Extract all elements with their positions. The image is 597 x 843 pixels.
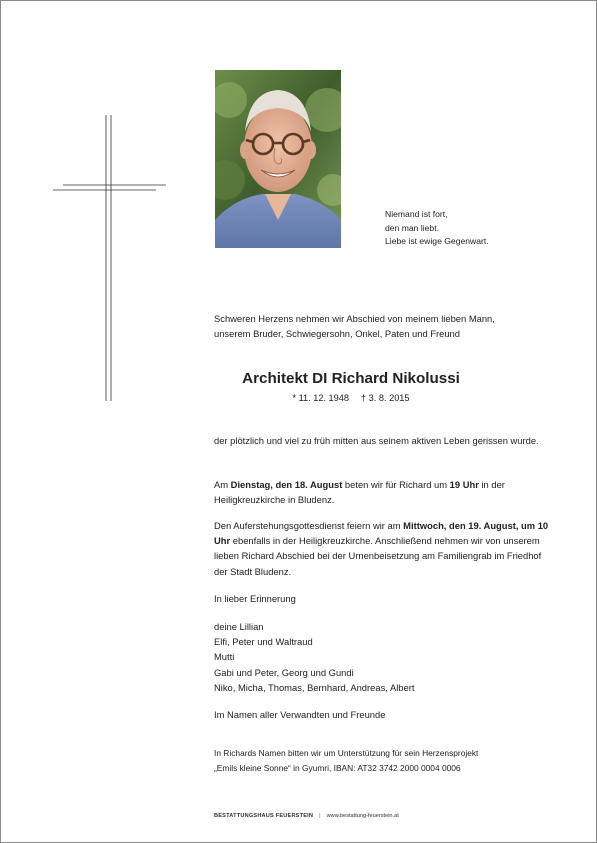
quote [385, 208, 489, 249]
donation-text [214, 746, 554, 776]
list-item: Elfi, Peter und Waltraud [214, 636, 313, 648]
prayer-time: 19 Uhr [449, 479, 479, 490]
list-item: Gabi und Peter, Georg und Gundi [214, 666, 354, 678]
passing-text: der plötzlich und viel zu früh mitten aus seinem aktiven Leben gerissen wurde. [214, 435, 539, 446]
footer [214, 813, 399, 819]
deceased-name: Architekt DI Richard Nikolussi [242, 370, 460, 387]
intro-line: Schweren Herzens nehmen wir Abschied von meinem lieben Mann, [214, 313, 495, 324]
list-item: Niko, Micha, Thomas, Bernhard, Andreas, Albert [214, 681, 415, 693]
birth-date: * 11. 12. 1948 [292, 393, 349, 403]
footer-separator: | [319, 813, 321, 819]
quote-line: den man liebt. [385, 222, 439, 233]
mourners-list [214, 619, 554, 695]
list-item: Mutti [214, 651, 235, 663]
relatives-text: Im Namen aller Verwandten und Freunde [214, 709, 386, 720]
donation-line: In Richards Namen bitten wir um Unterstützung für sein Herzensprojekt [214, 748, 479, 758]
intro-text [214, 311, 554, 341]
prayer-text: Am Dienstag, den 18. August beten wir für Richard um 19 Uhr in der Heiligkreuzkirche in Bludenz. [214, 479, 505, 506]
list-item: deine Lillian [214, 621, 264, 632]
intro-line: unserem Bruder, Schwiegersohn, Onkel, Paten und Freund [214, 328, 460, 340]
prayer-date: Dienstag, den 18. August [230, 479, 343, 490]
quote-line: Niemand ist fort, [385, 209, 448, 219]
donation-line: „Emils kleine Sonne“ in Gyumri, IBAN: AT32 3742 2000 0004 0006 [214, 763, 461, 773]
website-link[interactable]: www.bestattung-feuerstein.at [326, 813, 399, 819]
death-date: † 3. 8. 2015 [361, 393, 410, 403]
cross-icon [51, 113, 169, 403]
portrait-photo [215, 70, 341, 248]
service-date: Mittwoch, den 19. August, um 10 Uhr [214, 520, 549, 547]
service-text: Den Auferstehungsgottesdienst feiern wir am Mittwoch, den 19. August, um 10 Uhr ebenfalls in der Heiligkreuzkirche. Anschließend nehmen wir von unserem lieben Richard Abschied bei der Urnenbeisetzung am Familiengrab im Friedhof der Stadt Bludenz. [214, 520, 549, 577]
firm-name: BESTATTUNGSHAUS FEUERSTEIN [214, 813, 314, 819]
quote-line: Liebe ist ewige Gegenwart. [385, 236, 489, 247]
closing-text: In lieber Erinnerung [214, 593, 296, 604]
life-dates [201, 393, 501, 403]
